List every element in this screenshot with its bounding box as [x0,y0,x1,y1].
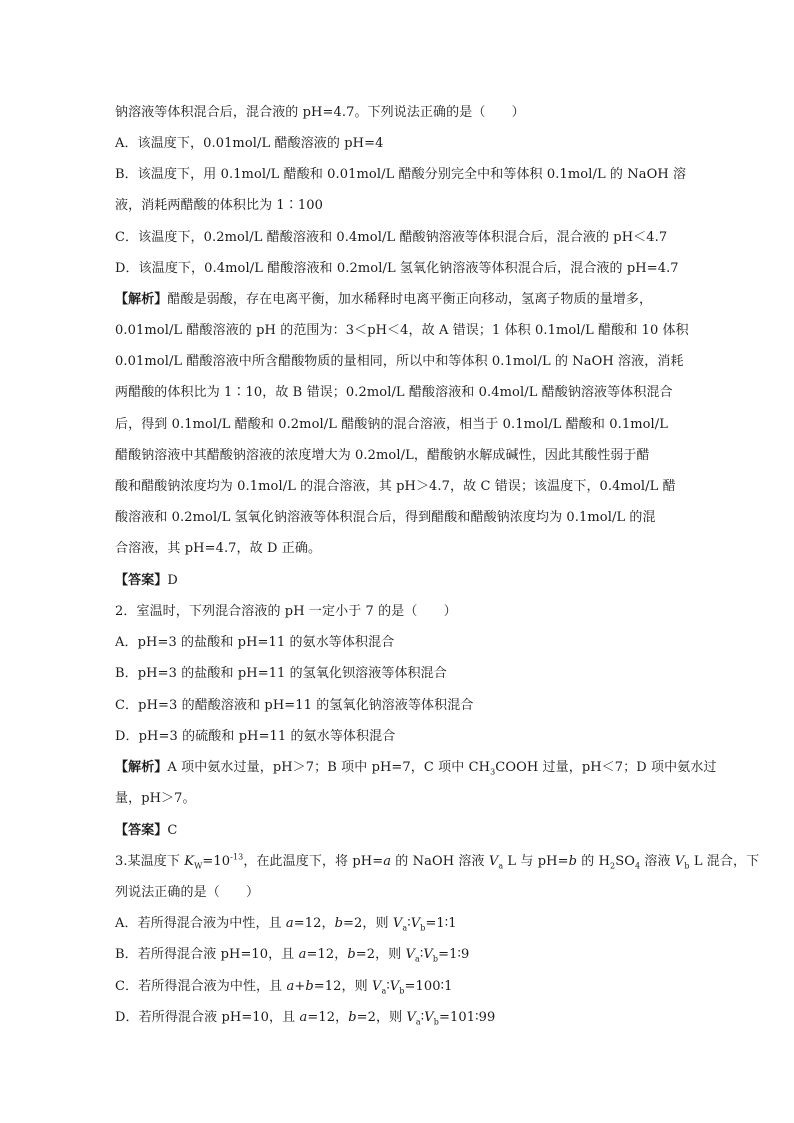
var-b: b [568,854,578,869]
text: =12， [306,947,348,962]
q3-option-c [115,978,453,996]
q1-option-b: B．该温度下，用 0.1mol/L 醋酸和 0.01mol/L 醋酸分别完全中和等体积 0.1mol/L 的 NaOH 溶 [115,167,687,182]
q3-option-d [115,1009,495,1027]
subscript: W [194,861,203,871]
var: a [286,979,295,994]
text: ，在此温度下，将 pH= [243,854,384,869]
subscript: a [415,954,420,964]
subscript: a [498,861,504,871]
text: =1∶1 [425,916,457,931]
text: =12， [307,1010,349,1025]
text: L 与 pH= [503,854,569,869]
analysis-text: 醋酸是弱酸，存在电离平衡，加水稀释时电离平衡正向移动，氢离子物质的量增多， [167,292,653,307]
var: V [406,1010,416,1025]
subscript: b [399,986,405,996]
answer-tag: 【答案】 [115,573,168,588]
q1-analysis-line-1 [115,291,652,309]
q2-analysis-line-2: 量，pH＞7。 [115,791,196,806]
q1-analysis-line-2: 0.01mol/L 醋酸溶液的 pH 的范围为：3＜pH＜4，故 A 错误；1 体积 0.1mol/L 醋酸和 10 体积 [115,323,689,338]
subscript: b [420,923,426,933]
subscript: b [432,954,439,964]
q1-analysis-line-5: 后，得到 0.1mol/L 醋酸和 0.2mol/L 醋酸钠的混合溶液，相当于 0.1mol/L 醋酸和 0.1mol/L [115,417,669,432]
var-v: V [488,854,499,869]
q1-analysis-line-4: 两醋酸的体积比为 1∶10，故 B 错误；0.2mol/L 醋酸溶液和 0.4mol/L 醋酸钠溶液等体积混合 [115,385,673,400]
kw-symbol: K [184,854,195,869]
var: b [305,979,314,994]
text: =12，则 [313,979,372,994]
text: + [294,979,306,994]
q2-option-d: D．pH=3 的硫酸和 pH=11 的氨水等体积混合 [115,729,396,744]
q1-analysis-line-9: 合溶液，其 pH=4.7，故 D 正确。 [115,541,322,556]
subscript: 3 [490,767,496,777]
analysis-tag: 【解析】 [115,760,168,775]
var: V [424,1010,434,1025]
text: =2，则 [356,1010,407,1025]
var: V [410,916,421,931]
subscript: 2 [610,861,616,871]
q1-stem-continuation: 钠溶液等体积混合后，混合液的 pH=4.7。下列说法正确的是（ ） [115,105,525,120]
q3-option-a [115,915,457,933]
text: 的 H [577,854,611,869]
q1-answer [115,572,178,590]
text: =12， [293,916,335,931]
q1-option-a: A．该温度下，0.01mol/L 醋酸溶液的 pH=4 [115,136,384,151]
subscript: b [684,861,690,871]
answer-value: C [167,823,178,838]
text: 溶液 [640,854,675,869]
answer-tag: 【答案】 [115,823,168,838]
q3-stem-line-1 [115,853,759,871]
q1-analysis-line-7: 酸和醋酸钠浓度均为 0.1mol/L 的混合溶液，其 pH＞4.7，故 C 错误；该温度下，0.4mol/L 醋 [115,479,676,494]
text: =2，则 [343,916,393,931]
q3-stem-line-2: 列说法正确的是（ ） [115,885,260,900]
var: b [348,1010,357,1025]
text: =2，则 [355,947,406,962]
var: b [347,947,356,962]
text: 的 NaOH 溶液 [391,854,489,869]
q2-option-c: C．pH=3 的醋酸溶液和 pH=11 的氢氧化钠溶液等体积混合 [115,698,474,713]
text: D．若所得混合液 pH=10，且 [115,1010,300,1025]
superscript: -13 [230,852,244,862]
var: V [371,979,382,994]
q1-analysis-line-6: 醋酸钠溶液中其醋酸钠溶液的浓度增大为 0.2mol/L，醋酸钠水解成碱性，因此其酸性弱于醋 [115,448,650,463]
q1-analysis-line-3: 0.01mol/L 醋酸溶液中所含醋酸物质的量相同，所以中和等体积 0.1mol/L 的 NaOH 溶液，消耗 [115,354,684,369]
text: SO [615,854,635,869]
q1-option-c: C．该温度下，0.2mol/L 醋酸溶液和 0.4mol/L 醋酸钠溶液等体积混合后，混合液的 pH＜4.7 [115,230,668,245]
subscript: a [402,923,408,933]
answer-value: D [167,573,178,588]
var: a [299,1010,308,1025]
text: C．若所得混合液为中性，且 [115,979,287,994]
var: V [423,947,433,962]
analysis-tag: 【解析】 [115,292,168,307]
text: =10 [202,854,231,869]
var-a: a [383,854,392,869]
analysis-text: A 项中氨水过量，pH＞7；B 项中 pH=7，C 项中 CH [167,760,491,775]
q3-option-b [115,946,469,964]
text: 3.某温度下 [115,854,185,869]
q2-analysis-line-1 [115,759,717,777]
text: ∶ [420,1010,425,1025]
q2-answer [115,822,177,840]
var: V [389,979,400,994]
text: ∶ [419,947,424,962]
var: V [405,947,416,962]
var: V [392,916,403,931]
text: L 混合，下 [689,854,760,869]
text: A．若所得混合液为中性，且 [115,916,286,931]
text: =100∶1 [404,979,453,994]
var: b [334,916,344,931]
var-v: V [674,854,685,869]
subscript: a [415,1017,421,1027]
analysis-text: COOH 过量，pH＜7；D 项中氨水过 [495,760,717,775]
q1-option-b-cont: 液，消耗两醋酸的体积比为 1∶100 [115,198,324,213]
subscript: a [381,986,387,996]
var: a [298,947,307,962]
text: B．若所得混合液 pH=10，且 [115,947,299,962]
text: ∶ [386,979,390,994]
var: a [285,916,294,931]
q2-option-b: B．pH=3 的盐酸和 pH=11 的氢氧化钡溶液等体积混合 [115,666,447,681]
q1-option-d: D．该温度下，0.4mol/L 醋酸溶液和 0.2mol/L 氢氧化钠溶液等体积混合后，混合液的 pH=4.7 [115,261,679,276]
q2-option-a: A．pH=3 的盐酸和 pH=11 的氨水等体积混合 [115,635,395,650]
text: =1∶9 [438,947,470,962]
q2-stem: 2．室温时，下列混合溶液的 pH 一定小于 7 的是（ ） [115,604,457,619]
q1-analysis-line-8: 酸溶液和 0.2mol/L 氢氧化钠溶液等体积混合后，得到醋酸和醋酸钠浓度均为 0.1mol/L 的混 [115,510,656,525]
subscript: b [433,1017,439,1027]
subscript: 4 [635,861,641,871]
text: =101∶99 [439,1010,496,1025]
text: ∶ [407,916,411,931]
